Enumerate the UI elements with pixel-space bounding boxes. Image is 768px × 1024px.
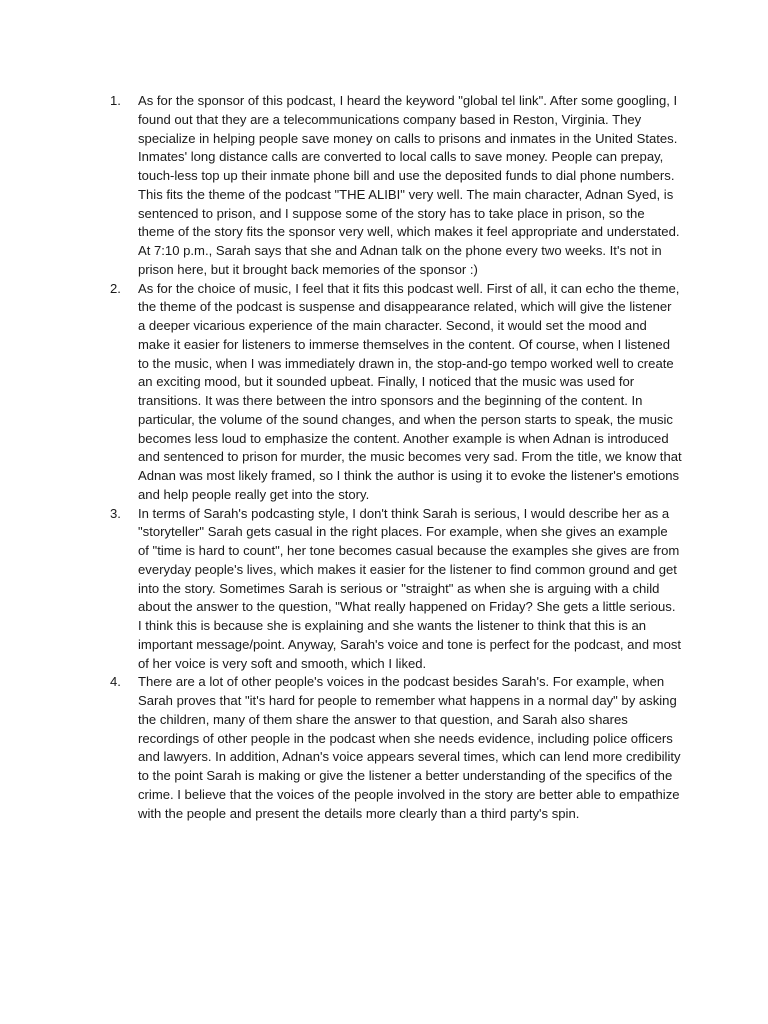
list-item-text: As for the choice of music, I feel that it fits this podcast well. First of all, it can echo the theme, the theme of the podcast is suspense and disappearance related, which will give the listener a deeper vicarious experience of the main character. Second, it would set the mood and make it easier for listeners to immerse themselves in the content. Of course, when I listened to the music, when I was immediately drawn in, the stop-and-go tempo worked well to create an exciting mood, but it sounded upbeat. Finally, I noticed that the music was used for transitions. It was there between the intro sponsors and the beginning of the content. In particular, the volume of the sound changes, and when the person starts to speak, the music becomes less loud to emphasize the content. Another example is when Adnan is introduced and sentenced to prison for murder, the music becomes very sad. From the title, we know that Adnan was most likely framed, so I think the author is using it to evoke the listener's emotions and help people really get into the story. <box>138 280 682 502</box>
list-item-number: 1. <box>110 93 121 108</box>
list-item-text: There are a lot of other people's voices in the podcast besides Sarah's. For example, when Sarah proves that "it's hard for people to remember what happens in a normal day" by asking the children, many of them share the answer to that question, and Sarah also shares recordings of other people in the podcast when she needs evidence, including police officers and lawyers. In addition, Adnan's voice appears several times, which can lend more credibility to the point Sarah is making or give the listener a better understanding of the specifics of the crime. I believe that the voices of the people involved in the story are better able to empathize with the people and present the details more clearly than a third party's spin. <box>138 674 681 821</box>
list-item-number: 2. <box>110 280 121 296</box>
list-item <box>108 673 682 823</box>
list-item <box>108 92 682 280</box>
list-item <box>108 505 682 674</box>
list-item-text: In terms of Sarah's podcasting style, I don't think Sarah is serious, I would describe her as a "storyteller" Sarah gets casual in the right places. For example, when she gives an example of "time is hard to count", her tone becomes casual because the examples she gives are from everyday people's lives, which makes it easier for the listener to find common ground and get into the story. Sometimes Sarah is serious or "straight" as when she is arguing with a child about the answer to the question, "What really happened on Friday? She gets a little serious. I think this is because she is explaining and she wants the listener to think that this is an important message/point. Anyway, Sarah's voice and tone is perfect for the podcast, and most of her voice is very soft and smooth, which I liked. <box>138 505 682 671</box>
list-item-number: 4. <box>110 674 121 690</box>
list-item <box>108 280 682 505</box>
list-item-text: As for the sponsor of this podcast, I heard the keyword "global tel link". After some googling, I found out that they are a telecommunications company based in Reston, Virginia. They specialize in helping people save money on calls to prisons and inmates in the United States. Inmates' long distance calls are converted to local calls to save money. People can prepay, touch-less top up their inmate phone bill and use the deposited funds to dial phone numbers. This fits the theme of the podcast "THE ALIBI" very well. The main character, Adnan Syed, is sentenced to prison, and I suppose some of the story has to take place in prison, so the theme of the story fits the sponsor very well, which makes it feel appropriate and understated. At 7:10 p.m., Sarah says that she and Adnan talk on the phone every two weeks. It's not in prison here, but it brought back memories of the sponsor :) <box>138 93 680 277</box>
list-item-number: 3. <box>110 505 121 521</box>
numbered-list <box>108 92 682 823</box>
